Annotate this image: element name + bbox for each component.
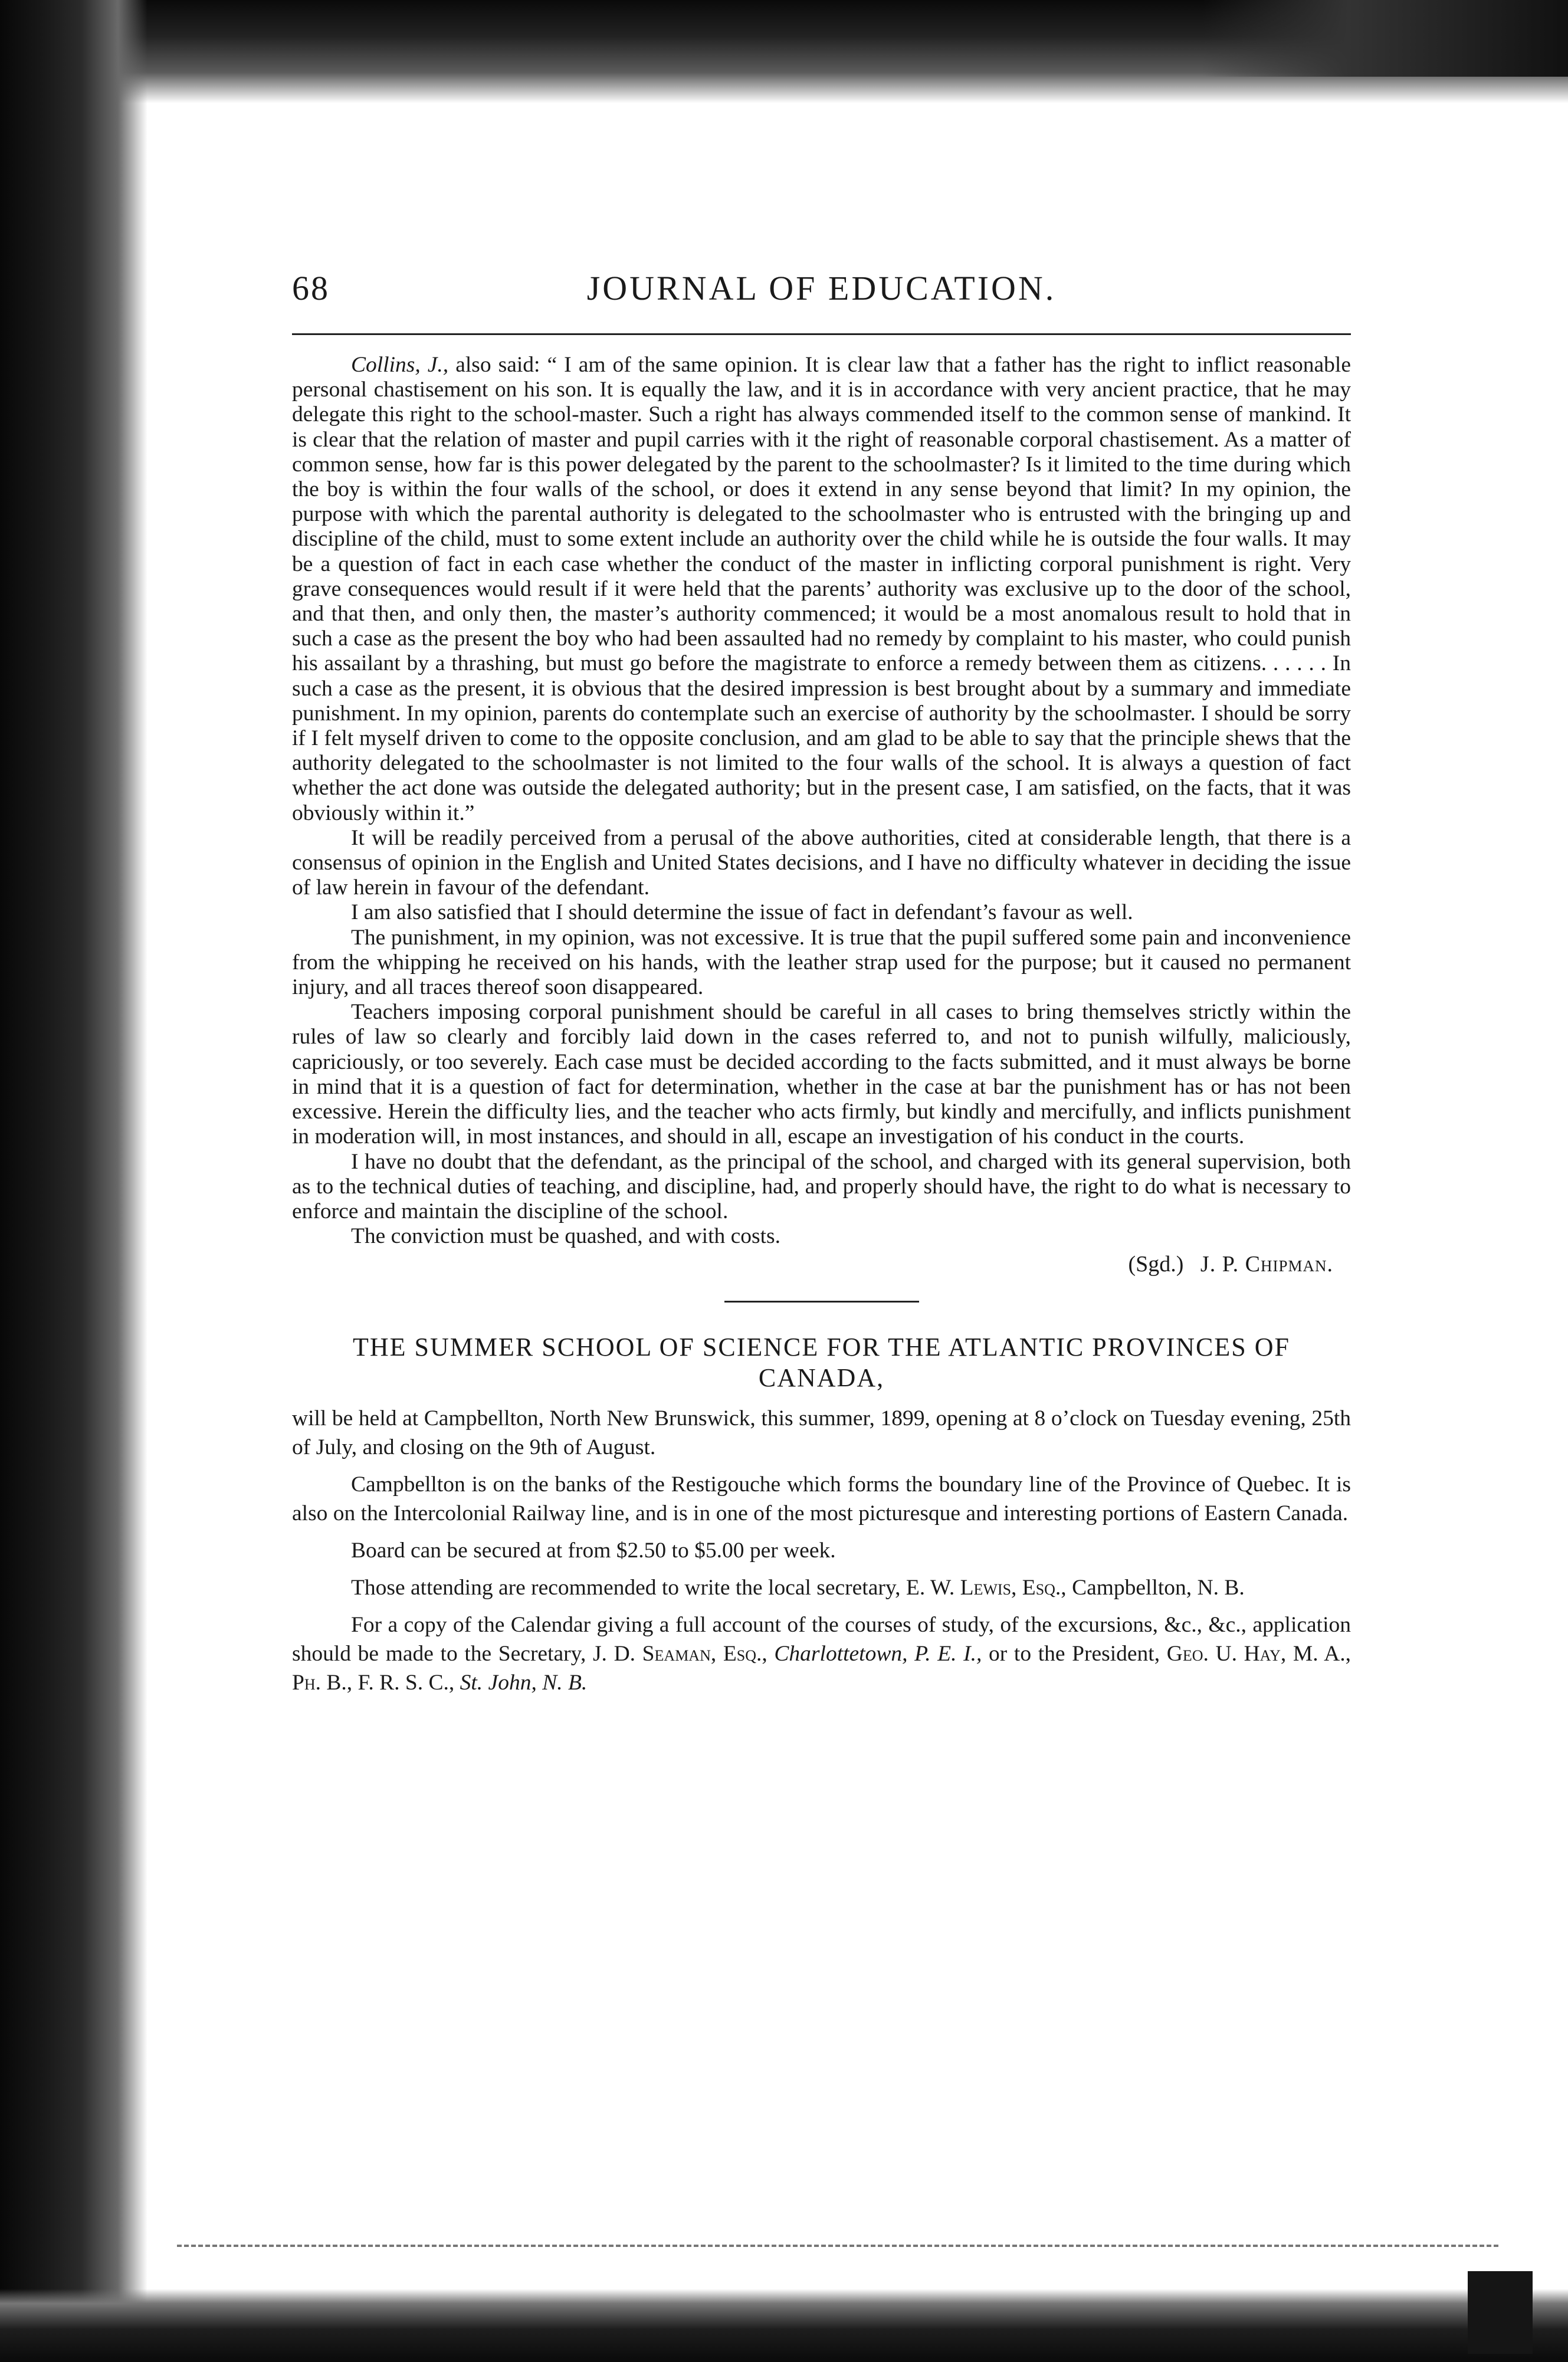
paragraph: The punishment, in my opinion, was not excessive. It is true that the pupil suffered some pain and inconvenience from the whipping he received on his hands, with the leather strap used for the purpose; but it caused no permanent injury, and all traces thereof soon disappeared.: [292, 925, 1351, 1000]
paragraph: Teachers imposing corporal punishment should be careful in all cases to bring themselves strictly within the rules of law so clearly and forcibly laid down in the cases referred to, and not to punish wilfully, maliciously, capriciously, or too severely. Each case must be decided according to the facts submitted, and it must always be borne in mind that it is a question of fact for determination, whether in the case at bar the punishment has or has not been excessive. Herein the difficulty lies, and the teacher who acts firmly, but kindly and mercifully, and inflicts punishment in moderation will, in most instances, and should in all, escape an investigation of his conduct in the courts.: [292, 1000, 1351, 1149]
paragraph: I am also satisfied that I should determine the issue of fact in defendant’s favour as well.: [351, 900, 1133, 925]
notice-paragraph: will be held at Campbellton, North New Brunswick, this summer, 1899, opening at 8 o’clock on Tuesday evening, 25th of July, and closing on the 9th of August.: [292, 1406, 1351, 1460]
header-rule: [292, 333, 1351, 335]
notice-paragraph: [292, 1610, 1351, 1697]
signature: [292, 1251, 1351, 1277]
paragraph: It will be readily perceived from a perusal of the above authorities, cited at considerable length, that there is a consensus of opinion in the English and United States decisions, and I have no difficulty whatever in deciding the issue of law herein in favour of the defendant.: [292, 825, 1351, 900]
page: [292, 268, 1351, 1705]
page-number: 68: [292, 269, 330, 307]
notice-paragraph: Board can be secured at from $2.50 to $5.00 per week.: [351, 1538, 836, 1563]
president-name: Geo. U. Hay, M. A., Ph. B., F. R. S. C.,: [292, 1642, 1351, 1695]
paragraph: The conviction must be quashed, and with costs.: [351, 1224, 780, 1249]
notice-title: THE SUMMER SCHOOL OF SCIENCE FOR THE ATLANTIC PROVINCES OF CANADA,: [353, 1333, 1290, 1393]
signature-name: J. P. Chipman.: [1200, 1252, 1333, 1277]
scan-corner-bottom-right: [1468, 2271, 1533, 2354]
notice-text-run: Those attending are recommended to write the local secretary,: [351, 1576, 901, 1600]
scan-edge-left: [0, 0, 147, 2362]
paragraph: I have no doubt that the defendant, as the principal of the school, and charged with its general supervision, both as to the technical duties of teaching, and discipline, had, and properly should have, the right to do what is necessary to enforce and maintain the discipline of the school.: [292, 1149, 1351, 1223]
signature-prefix: (Sgd.): [1128, 1252, 1184, 1277]
notice-text-run: For a copy of the Calendar giving a full account of the courses of study, of the excursions, &c., &c., application should be made to the Secretary,: [292, 1613, 1351, 1666]
secretary-place: Charlottetown, P. E. I.,: [774, 1642, 982, 1666]
scan-dashed-line: [177, 2245, 1498, 2247]
notice-text-run: or to the President,: [989, 1642, 1160, 1666]
local-secretary-place: Campbellton, N. B.: [1072, 1576, 1245, 1600]
president-place: St. John, N. B.: [460, 1671, 588, 1695]
notice-text: [292, 1404, 1351, 1697]
scan-edge-bottom: [0, 2289, 1568, 2362]
judgment-quote: [292, 353, 1351, 826]
journal-title: JOURNAL OF EDUCATION.: [586, 269, 1057, 307]
notice-paragraph: Campbellton is on the banks of the Restigouche which forms the boundary line of the Province of Quebec. It is also on the Intercolonial Railway line, and is in one of the most picturesque and interesting portions of Eastern Canada.: [292, 1472, 1351, 1526]
section-divider: [724, 1301, 919, 1303]
local-secretary-name: E. W. Lewis, Esq.,: [906, 1576, 1067, 1600]
quote-text: also said: “ I am of the same opinion. It is clear law that a father has the right to inflict reasonable personal chastisement on his son. It is equally the law, and it is in accordance with very ancient practice, that he may delegate this right to the school-master. Such a right has always commended itself to the common sense of mankind. It is clear that the relation of master and pupil carries with it the right of reasonable corporal chastisement. As a matter of common sense, how far is this power delegated by the parent to the schoolmaster? Is it limited to the time during which the boy is within the four walls of the school, or does it extend in any sense beyond that limit? In my opinion, the purpose with which the parental authority is delegated to the schoolmaster who is entrusted with the bringing up and discipline of the child, must to some extent include an authority over the child while he is outside the four walls. It may be a question of fact in each case whether the conduct of the master in inflicting corporal punishment is right. Very grave consequences would result if it were held that the parents’ authority was exclusive up to the door of the school, and that then, and only then, the master’s authority commenced; it would be a most anomalous result to hold that in such a case as the present the boy who had been assaulted had no remedy by complaint to his master, who could punish his assailant by a thrashing, but must go before the magistrate to enforce a remedy between them as citizens. . . . . . In such a case as the present, it is obvious that the desired impression is best brought about by a summary and immediate punishment. In my opinion, parents do contemplate such an exercise of authority by the schoolmaster. I should be sorry if I felt myself driven to come to the opposite conclusion, and am glad to be able to say that the principle shews that the authority delegated to the schoolmaster is not limited to the four walls of the school. It is always a question of fact whether the act done was outside the delegated authority; but in the present case, I am satisfied, on the facts, that it was obviously within it.”: [292, 353, 1351, 825]
page-header: [292, 268, 1351, 323]
judge-name: Collins, J.,: [351, 353, 449, 377]
secretary-name: J. D. Seaman, Esq.,: [592, 1642, 767, 1666]
judgment-text: [292, 353, 1351, 1249]
scan-edge-top-right: [1202, 0, 1568, 77]
notice-paragraph: [292, 1573, 1351, 1602]
